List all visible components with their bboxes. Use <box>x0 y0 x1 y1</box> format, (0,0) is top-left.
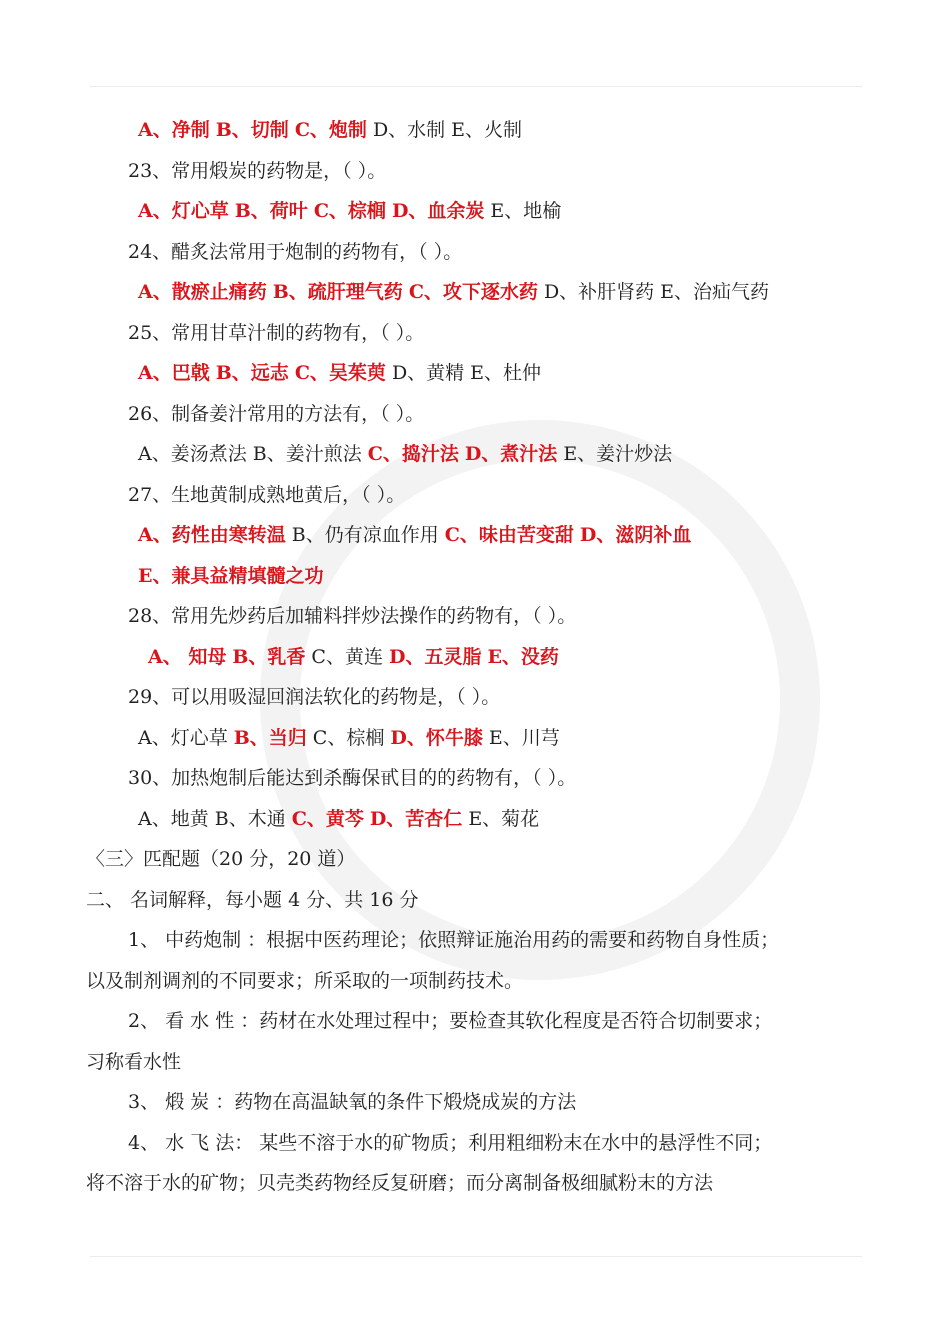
correct-option: A、药性由寒转温 <box>138 524 286 546</box>
answer-options-line <box>138 556 329 596</box>
correct-option: A、净制 <box>138 119 210 141</box>
question-line: 28、常用先炒药后加辅料拌炒法操作的药物有，（ ）。 <box>128 605 577 627</box>
option: D、补肝肾药 <box>543 281 655 303</box>
correct-option: C、味由苦变甜 <box>444 524 574 546</box>
answer-options-line <box>138 718 566 758</box>
correct-option: E、没药 <box>487 645 559 668</box>
correct-option: C、吴茱萸 <box>294 362 386 384</box>
question-line: 27、生地黄制成熟地黄后，（ ）。 <box>128 483 406 506</box>
question-line: 26、制备姜汁常用的方法有，（ ）。 <box>128 402 425 425</box>
option: E、姜汁炒法 <box>563 443 673 465</box>
correct-option: C、攻下逐水药 <box>408 281 538 303</box>
correct-option: A、灯心草 <box>138 200 229 222</box>
option: E、地榆 <box>490 200 562 222</box>
correct-option: B、切制 <box>215 119 289 141</box>
question-line: 29、可以用吸湿回润法软化的药物是，（ ）。 <box>128 686 501 708</box>
answer-options-line <box>138 272 775 312</box>
option: D、黄精 <box>391 362 465 384</box>
answer-options-line <box>148 637 565 677</box>
correct-option: A、巴戟 <box>138 362 210 384</box>
correct-option: E、兼具益精填髓之功 <box>138 564 324 587</box>
answer-options-line <box>138 191 567 231</box>
answer-options-line <box>138 515 697 555</box>
option: C、棕榈 <box>312 726 385 749</box>
definition-continuation: 以及制剂调剂的不同要求；所采取的一项制药技术。 <box>86 969 524 992</box>
definition-line: 3、 煅 炭 ：药物在高温缺氧的条件下煅烧成炭的方法 <box>128 1091 577 1113</box>
option: A、姜汤煮法 <box>138 443 247 465</box>
correct-option: D、滋阴补血 <box>579 524 692 546</box>
option: B、木通 <box>214 807 286 830</box>
answer-options-line <box>138 799 545 839</box>
correct-option: C、黄芩 <box>291 807 364 830</box>
option: E、治疝气药 <box>660 281 770 303</box>
option: E、杜仲 <box>470 362 542 384</box>
header-rule <box>90 86 862 87</box>
question-line: 23、常用煅炭的药物是，（ ）。 <box>128 159 387 182</box>
correct-option: B、荷叶 <box>234 200 308 222</box>
option: E、菊花 <box>468 807 540 830</box>
correct-option: D、血余炭 <box>391 200 485 222</box>
section-heading: 二、 名词解释，每小题 4 分、共 16 分 <box>86 888 419 911</box>
option: A、灯心草 <box>138 726 228 749</box>
option: E、火制 <box>451 119 523 141</box>
definition-continuation: 将不溶于水的矿物；贝壳类药物经反复研磨；而分离制备极细腻粉末的方法 <box>86 1172 714 1194</box>
definition-line: 2、 看 水 性 ：药材在水处理过程中；要检查其软化程度是否符合切制要求； <box>128 1010 773 1032</box>
correct-option: C、棕榈 <box>313 200 386 222</box>
answer-options-line <box>138 353 547 393</box>
correct-option: D、五灵脂 <box>388 645 482 668</box>
correct-option: B、乳香 <box>232 645 306 668</box>
correct-option: B、当归 <box>233 726 307 749</box>
correct-option: C、炮制 <box>294 119 367 141</box>
definition-line: 4、 水 飞 法： 某些不溶于水的矿物质；利用粗细粉末在水中的悬浮性不同； <box>128 1131 773 1154</box>
definition-line: 1、 中药炮制 ：根据中医药理论；依照辩证施治用药的需要和药物自身性质； <box>128 929 780 951</box>
answer-options-line <box>138 434 678 474</box>
definition-continuation: 习称看水性 <box>86 1050 182 1073</box>
question-line: 24、醋炙法常用于炮制的药物有，（ ）。 <box>128 240 463 263</box>
section-heading: 〈三〉匹配题（20 分，20 道） <box>86 848 356 870</box>
correct-option: D、煮汁法 <box>464 443 558 465</box>
question-line: 25、常用甘草汁制的药物有，（ ）。 <box>128 321 425 344</box>
answer-options-line <box>138 110 528 150</box>
correct-option: C、捣汁法 <box>367 443 459 465</box>
option: D、水制 <box>372 119 446 141</box>
correct-option: A、散瘀止痛药 <box>138 281 267 303</box>
footer-rule <box>90 1256 862 1257</box>
correct-option: B、远志 <box>215 362 289 384</box>
option: A、地黄 <box>138 807 209 830</box>
option: B、姜汁煎法 <box>252 443 362 465</box>
option: E、川芎 <box>488 726 560 749</box>
correct-option: B、疏肝理气药 <box>272 281 403 303</box>
correct-option: D、怀牛膝 <box>390 726 483 749</box>
correct-option: A、 知母 <box>148 645 227 668</box>
option: B、仍有凉血作用 <box>291 524 439 546</box>
option: C、黄连 <box>311 645 383 668</box>
question-line: 30、加热炮制后能达到杀酶保甙目的的药物有，（ ）。 <box>128 767 577 789</box>
correct-option: D、苦杏仁 <box>369 807 463 830</box>
